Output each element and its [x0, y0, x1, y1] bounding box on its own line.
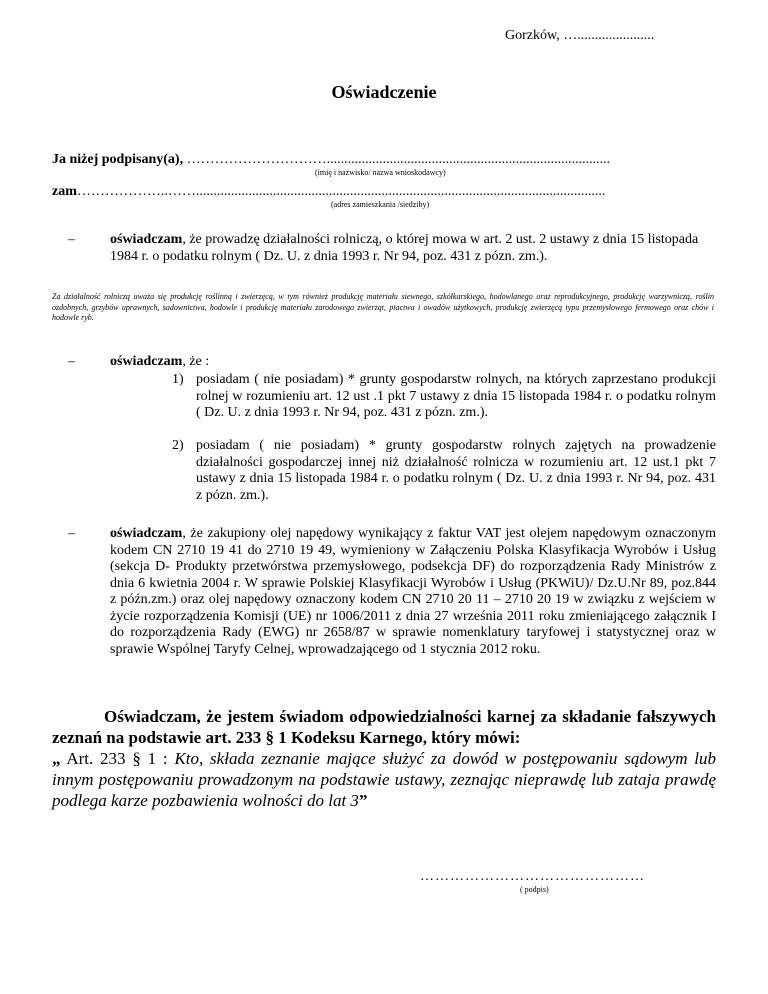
bullet-1-text [110, 232, 716, 265]
address-line [52, 184, 718, 200]
address-dots: ………………..……..................................................................................................................... [76, 184, 606, 199]
bullet-1-dash: – [68, 232, 75, 247]
list-item-2-num: 2) [172, 438, 184, 453]
signature-label: ( podpis) [520, 885, 549, 894]
bullet-2-text [110, 354, 209, 371]
quote-open: „ [52, 749, 61, 768]
list-item-1-num: 1) [172, 372, 184, 387]
signer-dots: …………………………................................................................................. [183, 152, 611, 167]
address-label: zam [52, 184, 77, 199]
declaration-bold: Oświadczam, że jestem świadom odpowiedzialności karnej za składanie fałszywych zeznań na podstawie art. 233 § 1 Kodeksu Karnego, który mówi: [52, 707, 716, 747]
list-item-1-text: posiadam ( nie posiadam) * grunty gospodarstw rolnych, na których zaprzestano produkcji rolnej w rozumieniu art. 12 ust .1 pkt 7 ustawy z dnia 15 listopada 1984 r. o podatku rolnym ( Dz. U. z dnia 1993 r. Nr 94, poz. 431 z pózn. zm.). [196, 372, 716, 420]
article-ref: Art. 233 § 1 : [60, 749, 175, 768]
quote-close: ” [358, 791, 368, 810]
declaration-quote [52, 748, 716, 811]
signer-label: Ja niżej podpisany(a), [52, 152, 184, 167]
signature-dots: ……………………………………… [420, 869, 645, 884]
bullet-2-bold: oświadczam [110, 354, 183, 369]
bullet-1-body: , że prowadzę działalności rolniczą, o której mowa w art. 2 ust. 2 ustawy z dnia 15 listopada 1984 r. o podatku rolnym ( Dz. U. z dnia 1993 r. Nr 94, poz. 431 z pózn. zm.). [110, 232, 699, 264]
bullet-2-body: , że : [182, 354, 210, 369]
signer-hint: (imię i nazwisko/ nazwa wnioskodawcy) [315, 168, 446, 177]
bullet-3-body: , że zakupiony olej napędowy wynikający z faktur VAT jest olejem napędowym oznaczonym kodem CN 2710 19 41 do 2710 19 49, wymieniony w Załączeniu Polska Klasyfikacja Wyrobów i Usług (sekcja D- Produkty przetwórstwa przemysłowego, podsekcja DF) do rozporządzenia Rady Ministrów z dnia 6 kwietnia 2004 r. W sprawie Polskiej Klasyfikacji Wyrobów i Usług (PKWiU)/ Dz.U.Nr 89, poz.844 z późn.zm.) oraz olej napędowy oznaczony kodem CN 2710 20 11 – 2710 20 19 w związku z wejściem w życie rozporządzenia Komisji (UE) nr 1006/2011 z dnia 27 września 2011 roku zmieniającego załącznik I do rozporządzenia Rady (EWG) nr 2658/87 w sprawie nomenklatury taryfowej i statystycznej oraz w sprawie Wspólnej Taryfy Celnej, wprowadzającego od 1 stycznia 2012 roku. [110, 526, 716, 657]
place-date: Gorzków, …...................... [505, 28, 655, 43]
bullet-1-bold: oświadczam [110, 232, 183, 247]
bullet-2-dash: – [68, 354, 75, 369]
article-text: Kto, składa zeznanie mające służyć za dowód w postępowaniu sądowym lub innym postępowaniu prowadzonym na podstawie ustawy, zeznając nieprawdę lub zataja prawdę podlega karze pozbawienia wolności do lat 3 [52, 749, 716, 810]
address-hint: (adres zamieszkania /siedziby) [331, 200, 430, 209]
document-title: Oświadczenie [331, 82, 437, 102]
footnote: Za działalność rolniczą uważa się produkcję roślinną i zwierzęcą, w tym również produkcję materiału siewnego, szkółkarskiego, hodowlanego oraz reprodukcyjnego, produkcję warzywniczą, roślin ozdobnych, grzybów uprawnych, sadownictwa, hodowle i produkcję materiału zarodowego zwierząt, ptactwa i owadów użytkowych, produkcję zwierzęcą typu przemysłowego fermowego oraz chów i hodowle ryb. [52, 292, 714, 322]
bullet-3-text [110, 526, 716, 658]
signer-line [52, 152, 610, 168]
list-item-2-text: posiadam ( nie posiadam) * grunty gospodarstw rolnych zajętych na prowadzenie działalności gospodarczej innej niż działalność rolnicza w rozumieniu art. 12 ust.1 pkt 7 ustawy z dnia 15 listopada 1984 r. o podatku rolnym ( Dz. U. z dnia 1993 r. Nr 94, poz. 431 z pózn. zm.). [196, 438, 716, 503]
bullet-3-dash: – [68, 526, 75, 541]
bullet-3-bold: oświadczam [110, 526, 183, 541]
